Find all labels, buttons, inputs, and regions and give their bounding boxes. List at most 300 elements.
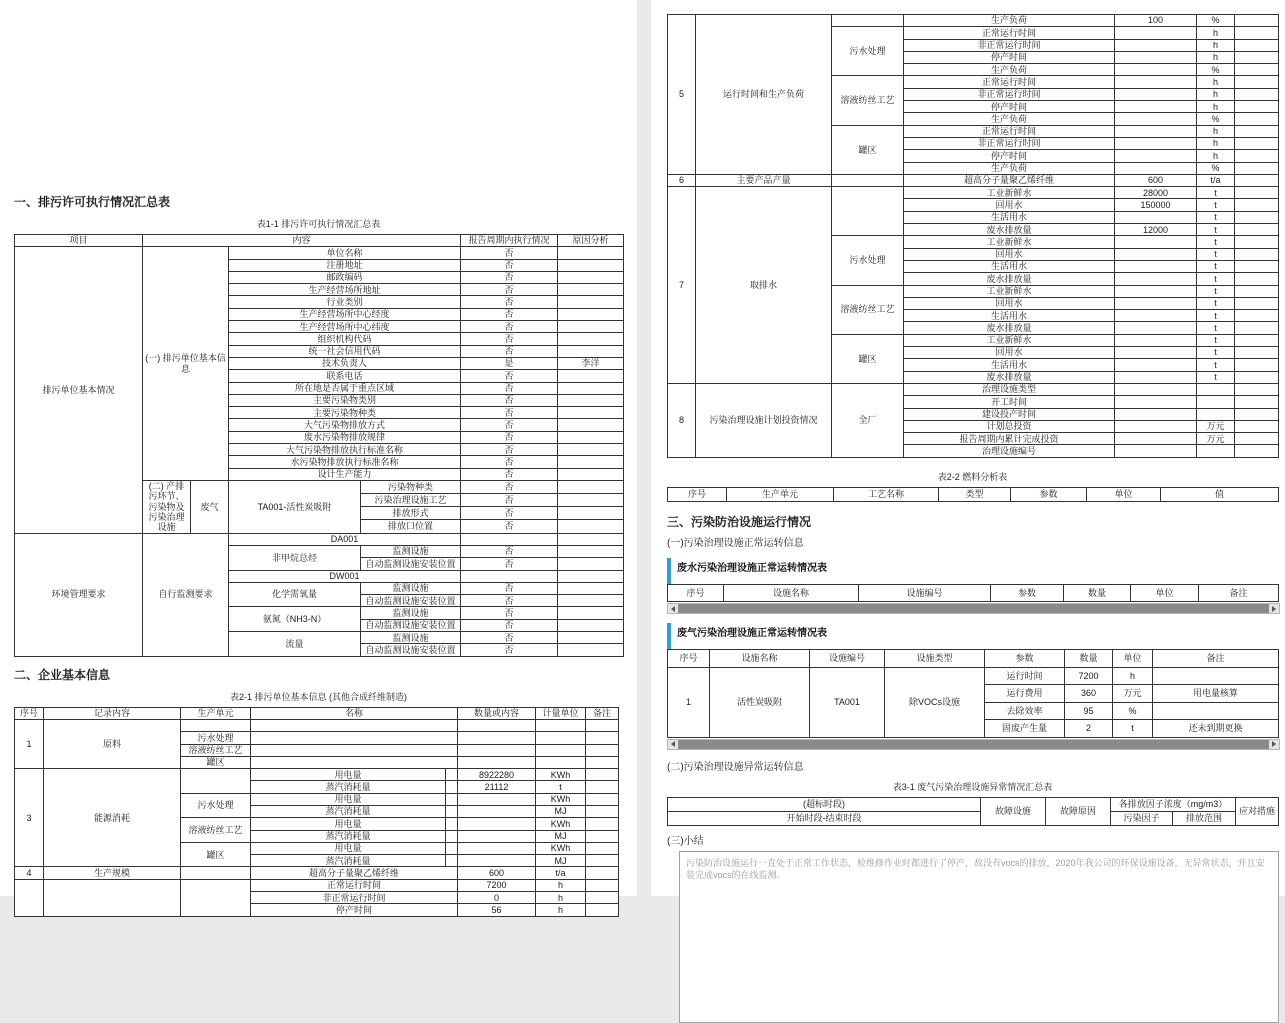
table-cell <box>181 769 251 794</box>
table-cell <box>558 431 624 443</box>
table-cell <box>832 187 904 236</box>
table-cell: 7200 <box>1065 667 1113 685</box>
table-cell: 设施名称 <box>724 584 859 602</box>
table-cell: h <box>1197 150 1235 162</box>
table-cell: t/a <box>536 867 586 879</box>
table-cell: 故障设施 <box>981 797 1046 825</box>
table-cell <box>1115 236 1197 248</box>
waste-gas-treatment-normal-operation-table <box>667 649 1279 738</box>
table-cell: 联系电话 <box>229 370 461 382</box>
table-cell: h <box>536 879 586 891</box>
table-cell: 生产负荷 <box>904 113 1115 125</box>
table-cell: 废气 <box>191 480 229 533</box>
table-cell <box>558 419 624 431</box>
table-cell: 参数 <box>1011 487 1087 501</box>
table-cell: 设施编号 <box>810 650 885 668</box>
table-cell <box>1115 101 1197 113</box>
table-cell: 用电量 <box>251 842 446 854</box>
permit-execution-summary-table <box>14 234 624 657</box>
table-cell: 100 <box>1115 15 1197 27</box>
table-cell <box>558 456 624 468</box>
table-cell: 罐区 <box>181 756 251 768</box>
table-cell: 8 <box>668 383 696 457</box>
table-cell <box>1235 347 1279 359</box>
table-cell <box>1235 27 1279 39</box>
table-cell: 报告周期内执行情况 <box>461 235 558 247</box>
table-cell <box>586 830 619 842</box>
table-cell: 万元 <box>1197 420 1235 432</box>
table-cell: 还未到期更换 <box>1153 720 1279 738</box>
table-cell: 否 <box>461 431 558 443</box>
table-cell: 否 <box>461 407 558 419</box>
table-cell: 否 <box>461 468 558 480</box>
table-cell: 排放范围 <box>1173 811 1236 825</box>
table-cell: t <box>1197 347 1235 359</box>
table-cell: 否 <box>461 321 558 333</box>
table-cell: 罐区 <box>181 842 251 867</box>
table-cell <box>1115 347 1197 359</box>
table-cell <box>558 382 624 394</box>
table-cell <box>558 520 624 533</box>
table-cell: t <box>1197 359 1235 371</box>
table-cell <box>1235 396 1279 408</box>
table-cell: 单位名称 <box>229 247 461 259</box>
table-cell: 污水处理 <box>832 236 904 285</box>
horizontal-scrollbar[interactable] <box>667 739 1280 750</box>
summary-textbox[interactable] <box>679 851 1279 1023</box>
table-cell: 项目 <box>15 235 143 247</box>
table-cell <box>1235 199 1279 211</box>
company-basic-info-table-continued <box>667 14 1279 458</box>
table-cell: 注册地址 <box>229 259 461 271</box>
table-cell: 备注 <box>1153 650 1279 668</box>
table-cell: 蒸汽消耗量 <box>251 781 446 793</box>
table-cell: 废水排放量 <box>904 273 1115 285</box>
table-cell: 停产时间 <box>251 904 458 916</box>
table-cell: t <box>1113 720 1153 738</box>
table-cell: 否 <box>461 370 558 382</box>
table-cell <box>1235 64 1279 76</box>
table-cell: 设施编号 <box>859 584 991 602</box>
table-cell: 生活用水 <box>904 260 1115 272</box>
table-cell <box>446 818 458 830</box>
table-cell: 否 <box>461 582 558 594</box>
table-cell: 生活用水 <box>904 211 1115 223</box>
table-cell <box>1115 211 1197 223</box>
horizontal-scrollbar[interactable] <box>667 603 1280 614</box>
table-cell: 否 <box>461 382 558 394</box>
table-cell <box>1235 260 1279 272</box>
table-cell: 备注 <box>586 707 619 719</box>
table-cell: h <box>536 892 586 904</box>
table-cell: 污染治理设施计划投资情况 <box>696 383 832 457</box>
table-cell: 否 <box>461 308 558 320</box>
right-page <box>651 0 1285 896</box>
table-cell: 回用水 <box>904 199 1115 211</box>
table-cell: 否 <box>461 480 558 493</box>
wastewater-treatment-normal-operation-table <box>667 584 1279 603</box>
table-cell: 报告周期内累计完成投资 <box>904 433 1115 445</box>
table-2-1-caption: 表2-1 排污单位基本信息 (其他合成纤维制造) <box>229 691 407 702</box>
table-cell: 废水排放量 <box>904 224 1115 236</box>
table-cell: 360 <box>1065 685 1113 703</box>
table-cell: 正常运行时间 <box>904 27 1115 39</box>
table-cell: 计划总投资 <box>904 420 1115 432</box>
table-cell <box>558 247 624 259</box>
table-cell: 非正常运行时间 <box>904 137 1115 149</box>
table-cell: 备注 <box>1199 584 1279 602</box>
table-cell <box>1235 383 1279 395</box>
table-cell: t <box>1197 224 1235 236</box>
table-cell <box>558 644 624 656</box>
table-cell: 否 <box>461 558 558 570</box>
section-1-heading: 一、排污许可执行情况汇总表 <box>14 195 171 209</box>
table-cell <box>458 744 536 756</box>
table-cell: 单位 <box>1113 650 1153 668</box>
table-cell <box>1115 162 1197 174</box>
table-cell: 建设投产时间 <box>904 408 1115 420</box>
table-cell <box>832 15 904 27</box>
table-cell: t <box>1197 273 1235 285</box>
table-cell <box>558 259 624 271</box>
table-cell <box>1235 224 1279 236</box>
table-cell <box>558 570 624 582</box>
table-cell <box>458 818 536 830</box>
table-cell: 数量 <box>1064 584 1131 602</box>
table-cell <box>1115 51 1197 63</box>
table-cell: 设计生产能力 <box>229 468 461 480</box>
table-cell: 否 <box>461 644 558 656</box>
scroll-left-button[interactable] <box>668 740 678 749</box>
table-cell: 大气污染物排放方式 <box>229 419 461 431</box>
table-cell: 生产经营场所中心经度 <box>229 308 461 320</box>
table-cell <box>1115 359 1197 371</box>
table-cell: 生产经营场所中心纬度 <box>229 321 461 333</box>
table-cell <box>44 879 181 916</box>
table-cell: 否 <box>461 345 558 357</box>
table-cell: 序号 <box>15 707 44 719</box>
table-cell: 溶液纺丝工艺 <box>181 744 251 756</box>
table-cell: 停产时间 <box>904 101 1115 113</box>
table-cell: 4 <box>15 867 44 879</box>
table-cell: 监测设施 <box>361 632 461 644</box>
table-cell: 正常运行时间 <box>251 879 458 891</box>
table-cell <box>558 632 624 644</box>
table-cell: h <box>1197 101 1235 113</box>
table-cell <box>1235 101 1279 113</box>
table-cell: h <box>1197 27 1235 39</box>
table-cell <box>586 855 619 867</box>
table-cell: t <box>1197 211 1235 223</box>
table-cell: 污染物种类 <box>361 480 461 493</box>
table-cell: 固废产生量 <box>985 720 1065 738</box>
scroll-left-button[interactable] <box>668 604 678 613</box>
table-cell <box>1115 88 1197 100</box>
scroll-right-arrow-icon <box>1272 741 1276 747</box>
fuel-analysis-table <box>667 487 1279 502</box>
table-cell: 超高分子量聚乙烯纤维 <box>904 174 1115 186</box>
table-cell <box>1115 396 1197 408</box>
table-cell: 7200 <box>458 879 536 891</box>
table-cell: t <box>1197 199 1235 211</box>
table-cell: DA001 <box>229 533 461 545</box>
scrollbar-thumb[interactable] <box>678 604 1269 613</box>
table-cell <box>586 756 619 768</box>
table-cell: % <box>1197 15 1235 27</box>
table-cell: (超标时段) <box>668 797 981 811</box>
table-cell <box>1115 248 1197 260</box>
table-cell: 排放口位置 <box>361 520 461 533</box>
table-cell <box>458 719 536 731</box>
table-cell: h <box>1197 51 1235 63</box>
table-cell: 1 <box>668 667 710 737</box>
table-3-1-caption: 表3-1 废气污染治理设施异常情况汇总表 <box>892 781 1053 792</box>
table-cell: 运行费用 <box>985 685 1065 703</box>
table-cell <box>558 619 624 631</box>
table-cell: 主要产品产量 <box>696 174 832 186</box>
table-cell <box>251 756 458 768</box>
table-cell: KWh <box>536 818 586 830</box>
table-cell <box>1115 76 1197 88</box>
table-cell: 值 <box>1161 487 1279 501</box>
scroll-right-button[interactable] <box>1269 604 1279 613</box>
table-cell <box>1115 420 1197 432</box>
table-cell <box>586 879 619 891</box>
scroll-left-arrow-icon <box>671 606 675 612</box>
table-cell: 非甲烷总烃 <box>229 545 361 570</box>
table-cell: 否 <box>461 333 558 345</box>
table-cell <box>558 607 624 619</box>
table-cell: 正常运行时间 <box>904 125 1115 137</box>
table-cell <box>536 744 586 756</box>
table-cell: MJ <box>536 855 586 867</box>
table-cell <box>1153 667 1279 685</box>
table-cell <box>181 879 251 916</box>
table-cell: 95 <box>1065 702 1113 720</box>
table-cell <box>1235 248 1279 260</box>
table-cell <box>1235 420 1279 432</box>
table-cell: 用电量核算 <box>1153 685 1279 703</box>
table-cell: 污染治理设施工艺 <box>361 494 461 507</box>
table-cell: 回用水 <box>904 248 1115 260</box>
table-cell: 运行时间和生产负荷 <box>696 15 832 175</box>
table-cell <box>1235 150 1279 162</box>
table-cell: 排放形式 <box>361 507 461 520</box>
table-cell <box>1115 371 1197 383</box>
table-cell: (一) 排污单位基本信息 <box>143 247 229 481</box>
table-cell: 自动监测设施安装位置 <box>361 619 461 631</box>
table-cell: 单位 <box>1131 584 1199 602</box>
table-cell: 万元 <box>1113 685 1153 703</box>
table-cell: 氨氮（NH3-N） <box>229 607 361 632</box>
table-cell <box>586 842 619 854</box>
table-cell: 正常运行时间 <box>904 76 1115 88</box>
table-cell <box>586 769 619 781</box>
table-cell <box>1115 273 1197 285</box>
table-cell: KWh <box>536 842 586 854</box>
table-cell: 否 <box>461 456 558 468</box>
table-cell: 环境管理要求 <box>15 533 143 656</box>
table-cell <box>586 818 619 830</box>
table-cell: TA001-活性炭吸附 <box>229 480 361 533</box>
table-cell <box>536 756 586 768</box>
table-cell: 否 <box>461 520 558 533</box>
table-cell: 监测设施 <box>361 545 461 557</box>
table-cell <box>1235 88 1279 100</box>
table-cell <box>446 781 458 793</box>
table-cell <box>586 904 619 916</box>
table-cell: 内容 <box>143 235 461 247</box>
table-cell: 否 <box>461 247 558 259</box>
table-cell <box>1235 187 1279 199</box>
table-cell: 150000 <box>1115 199 1197 211</box>
table-cell <box>1115 285 1197 297</box>
table-cell <box>558 507 624 520</box>
table-cell: 序号 <box>668 584 724 602</box>
table-cell: 溶液纺丝工艺 <box>832 285 904 334</box>
table-cell <box>1115 27 1197 39</box>
table-cell: 化学需氧量 <box>229 582 361 607</box>
table-cell <box>558 533 624 545</box>
left-page <box>0 0 637 915</box>
table-cell: 否 <box>461 394 558 406</box>
table-cell: 单位 <box>1087 487 1161 501</box>
waste-gas-treatment-table-title: 废气污染治理设施正常运转情况表 <box>667 623 1278 649</box>
table-cell <box>458 855 536 867</box>
table-cell: 否 <box>461 507 558 520</box>
abnormal-operation-summary-table <box>667 797 1279 826</box>
table-cell: 工业新鲜水 <box>904 334 1115 346</box>
table-cell: 取排水 <box>696 187 832 384</box>
table-cell <box>1115 297 1197 309</box>
table-cell <box>1115 445 1197 457</box>
table-cell: 自行监测要求 <box>143 533 229 656</box>
table-cell: % <box>1197 64 1235 76</box>
table-cell: 非正常运行时间 <box>904 39 1115 51</box>
table-cell: t <box>1197 371 1235 383</box>
table-cell <box>1235 310 1279 322</box>
table-cell <box>586 793 619 805</box>
table-cell <box>251 744 458 756</box>
table-cell: 用电量 <box>251 793 446 805</box>
table-cell: 治理设施编号 <box>904 445 1115 457</box>
table-cell: 治理设施类型 <box>904 383 1115 395</box>
table-cell: 蒸汽消耗量 <box>251 855 446 867</box>
table-cell: t <box>1197 260 1235 272</box>
table-cell: t <box>1197 248 1235 260</box>
table-cell: 生活用水 <box>904 310 1115 322</box>
table-cell <box>446 830 458 842</box>
table-cell: 0 <box>458 892 536 904</box>
subsection-1-label: (一)污染治理设施正常运转信息 <box>667 537 804 549</box>
table-cell: 工业新鲜水 <box>904 285 1115 297</box>
table-cell <box>1235 76 1279 88</box>
table-cell: 600 <box>458 867 536 879</box>
table-cell <box>1235 174 1279 186</box>
table-cell: 污水处理 <box>181 732 251 744</box>
table-cell <box>458 830 536 842</box>
table-cell <box>558 333 624 345</box>
table-cell: 28000 <box>1115 187 1197 199</box>
table-cell <box>1115 433 1197 445</box>
table-cell: 污水处理 <box>832 27 904 76</box>
table-cell <box>1115 39 1197 51</box>
table-cell: 生产单元 <box>181 707 251 719</box>
table-cell <box>1235 273 1279 285</box>
table-cell: 李洋 <box>558 357 624 369</box>
table-cell: 600 <box>1115 174 1197 186</box>
table-cell <box>458 806 536 818</box>
table-cell: 3 <box>15 769 44 867</box>
table-cell: 各排放因子浓度（mg/m3） <box>1111 797 1236 811</box>
table-cell <box>1235 162 1279 174</box>
table-cell: 21112 <box>458 781 536 793</box>
table-cell <box>1115 150 1197 162</box>
table-cell: 生活用水 <box>904 359 1115 371</box>
table-cell: 否 <box>461 545 558 557</box>
table-cell: 万元 <box>1197 433 1235 445</box>
table-cell: 运行时间 <box>985 667 1065 685</box>
table-cell: 否 <box>461 284 558 296</box>
table-cell: 罐区 <box>832 125 904 174</box>
table-cell: 邮政编码 <box>229 271 461 283</box>
table-cell <box>251 732 458 744</box>
scrollbar-thumb[interactable] <box>678 740 1269 749</box>
table-cell <box>1235 408 1279 420</box>
table-cell <box>1235 15 1279 27</box>
table-cell <box>586 719 619 731</box>
table-cell: h <box>1197 125 1235 137</box>
table-cell <box>1115 113 1197 125</box>
table-cell: 蒸汽消耗量 <box>251 830 446 842</box>
table-cell <box>558 480 624 493</box>
table-cell: 用电量 <box>251 818 446 830</box>
table-cell: 回用水 <box>904 347 1115 359</box>
table-cell <box>1197 383 1235 395</box>
table-cell: t <box>1197 285 1235 297</box>
table-cell: h <box>536 904 586 916</box>
table-cell: 6 <box>668 174 696 186</box>
table-cell: 否 <box>461 259 558 271</box>
table-cell: 非正常运行时间 <box>251 892 458 904</box>
table-cell <box>1235 236 1279 248</box>
table-cell: 原因分析 <box>558 235 624 247</box>
table-cell <box>586 732 619 744</box>
table-cell <box>558 558 624 570</box>
table-cell <box>1235 125 1279 137</box>
table-cell <box>558 370 624 382</box>
table-cell <box>586 892 619 904</box>
table-cell: % <box>1113 702 1153 720</box>
table-cell: 废水污染物排放规律 <box>229 431 461 443</box>
table-cell: 溶液纺丝工艺 <box>832 76 904 125</box>
table-cell: 主要污染物类别 <box>229 394 461 406</box>
table-cell <box>558 271 624 283</box>
table-cell <box>461 570 558 582</box>
table-cell: 故障原因 <box>1046 797 1111 825</box>
subsection-2-label: (二)污染治理设施异常运转信息 <box>667 761 804 773</box>
table-cell: 12000 <box>1115 224 1197 236</box>
table-cell: 生产负荷 <box>904 64 1115 76</box>
table-cell: MJ <box>536 830 586 842</box>
scroll-right-button[interactable] <box>1269 740 1279 749</box>
table-cell <box>1115 260 1197 272</box>
table-cell: (二) 产排污环节、污染物及污染治理设施 <box>143 480 191 533</box>
table-cell: % <box>1197 113 1235 125</box>
section-3-heading: 三、污染防治设施运行情况 <box>667 514 812 529</box>
table-cell: h <box>1197 88 1235 100</box>
table-cell: 否 <box>461 419 558 431</box>
